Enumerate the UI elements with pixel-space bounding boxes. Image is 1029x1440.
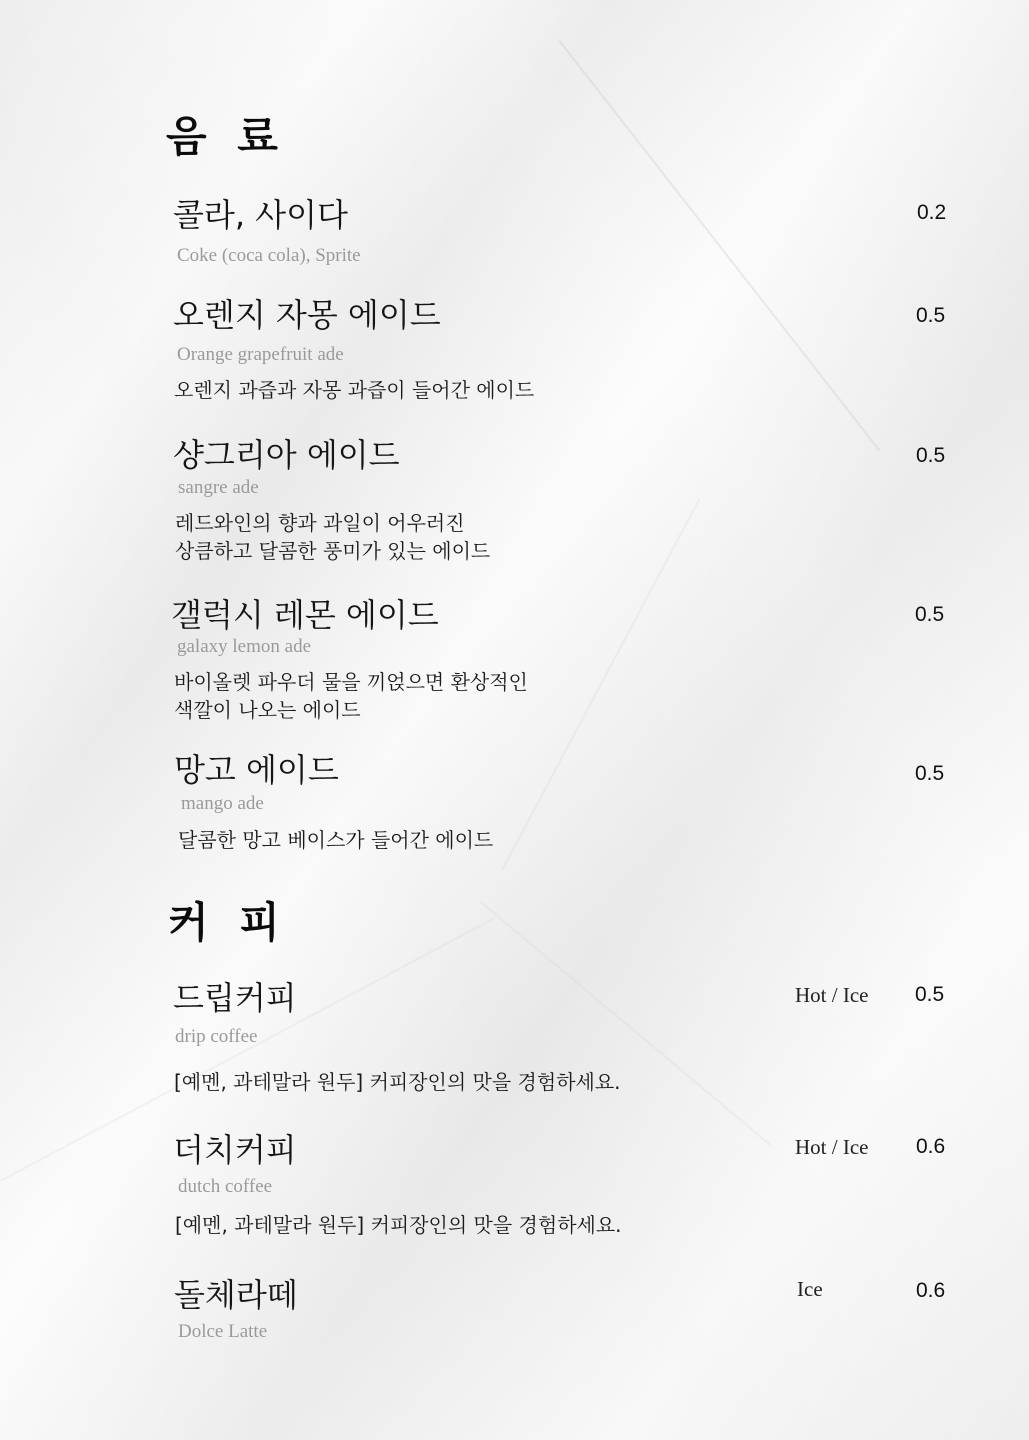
menu-item-name: 드립커피 <box>173 979 297 1017</box>
menu-item-name: 샹그리아 에이드 <box>173 436 400 474</box>
menu-item-english: dutch coffee <box>178 1176 273 1197</box>
marble-vein <box>501 499 700 871</box>
menu-item-name: 콜라, 사이다 <box>173 196 348 234</box>
menu-item-price: 0.5 <box>915 762 945 785</box>
menu-item-name: 갤럭시 레몬 에이드 <box>171 596 439 634</box>
menu-item-english: sangre ade <box>178 477 259 498</box>
menu-item-price: 0.2 <box>917 201 947 224</box>
menu-item-temperature: Ice <box>797 1277 823 1301</box>
menu-item-price: 0.6 <box>916 1279 946 1302</box>
menu-item-description: 상큼하고 달콤한 풍미가 있는 에이드 <box>175 539 491 563</box>
menu-item-price: 0.5 <box>916 304 946 327</box>
menu-item-english: Dolce Latte <box>178 1321 268 1342</box>
menu-item-description: 레드와인의 향과 과일이 어우러진 <box>175 511 465 535</box>
menu-item-name: 돌체라떼 <box>174 1276 298 1314</box>
menu-item-english: mango ade <box>181 793 264 814</box>
menu-item-description: 오렌지 과즙과 자몽 과즙이 들어간 에이드 <box>174 378 535 402</box>
menu-item-english: Orange grapefruit ade <box>177 344 344 365</box>
menu-item-description: 색깔이 나오는 에이드 <box>174 698 361 722</box>
menu-item-name: 오렌지 자몽 에이드 <box>173 296 441 334</box>
menu-item-description: 달콤한 망고 베이스가 들어간 에이드 <box>178 828 494 852</box>
menu-item-description: 바이올렛 파우더 물을 끼얹으면 환상적인 <box>174 670 528 694</box>
section-title-beverages: 음 료 <box>166 112 286 161</box>
menu-item-name: 더치커피 <box>173 1131 297 1169</box>
menu-item-english: Coke (coca cola), Sprite <box>177 245 361 266</box>
marble-vein <box>558 40 880 451</box>
menu-item-price: 0.5 <box>915 983 945 1006</box>
menu-item-english: drip coffee <box>175 1026 258 1047</box>
menu-item-description: [예멘, 과테말라 원두] 커피장인의 맛을 경험하세요. <box>175 1213 622 1237</box>
menu-item-price: 0.6 <box>916 1135 946 1158</box>
marble-vein <box>479 900 771 1146</box>
section-title-coffee: 커 피 <box>168 898 288 947</box>
menu-item-price: 0.5 <box>916 444 946 467</box>
menu-item-name: 망고 에이드 <box>174 751 339 789</box>
menu-item-price: 0.5 <box>915 603 945 626</box>
menu-item-temperature: Hot / Ice <box>795 1135 869 1159</box>
menu-item-english: galaxy lemon ade <box>177 636 312 657</box>
menu-item-description: [예멘, 과테말라 원두] 커피장인의 맛을 경험하세요. <box>174 1070 621 1094</box>
menu-item-temperature: Hot / Ice <box>795 983 869 1007</box>
